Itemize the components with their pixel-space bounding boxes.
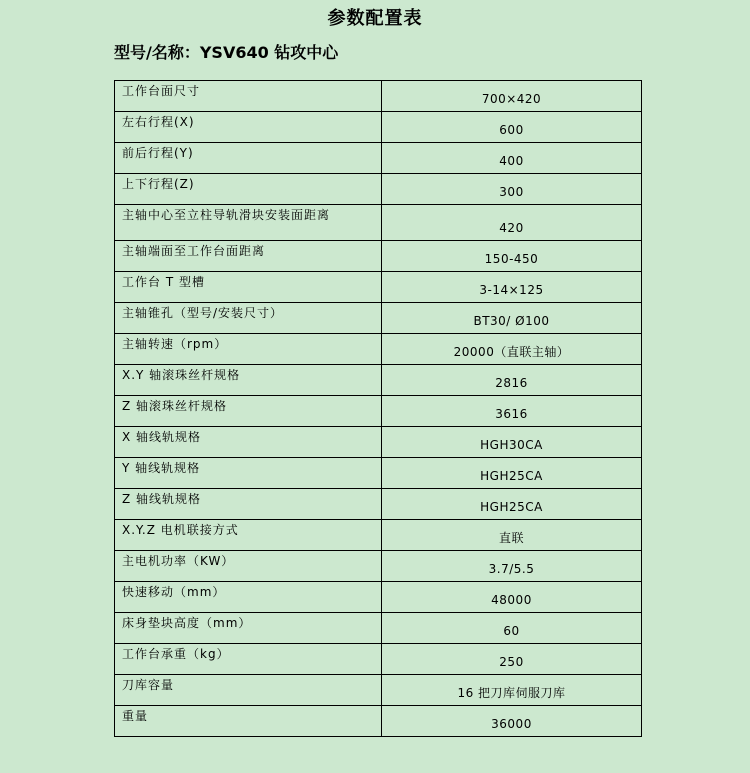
spec-label: X.Y.Z 电机联接方式 xyxy=(115,520,382,551)
spec-value: 250 xyxy=(382,644,642,675)
spec-label: 前后行程(Y) xyxy=(115,143,382,174)
spec-value: HGH30CA xyxy=(382,427,642,458)
table-row xyxy=(115,174,642,205)
table-row xyxy=(115,241,642,272)
spec-label: Z 轴滚珠丝杆规格 xyxy=(115,396,382,427)
spec-value: HGH25CA xyxy=(382,489,642,520)
spec-value: 150-450 xyxy=(382,241,642,272)
spec-value: 16 把刀库伺服刀库 xyxy=(382,675,642,706)
table-row xyxy=(115,334,642,365)
spec-value: 2816 xyxy=(382,365,642,396)
table-row xyxy=(115,303,642,334)
spec-label: 主电机功率（KW） xyxy=(115,551,382,582)
spec-label: 主轴端面至工作台面距离 xyxy=(115,241,382,272)
table-row xyxy=(115,489,642,520)
spec-label: X.Y 轴滚珠丝杆规格 xyxy=(115,365,382,396)
spec-label: 主轴转速（rpm） xyxy=(115,334,382,365)
spec-value: 420 xyxy=(382,205,642,241)
spec-label: 快速移动（mm） xyxy=(115,582,382,613)
spec-label: 工作台面尺寸 xyxy=(115,81,382,112)
spec-label: 左右行程(X) xyxy=(115,112,382,143)
spec-value: 48000 xyxy=(382,582,642,613)
spec-label: 工作台承重（kg） xyxy=(115,644,382,675)
table-row xyxy=(115,81,642,112)
table-row xyxy=(115,143,642,174)
document-title: 参数配置表 xyxy=(327,8,423,29)
table-row xyxy=(115,706,642,737)
spec-value: 600 xyxy=(382,112,642,143)
table-row xyxy=(115,112,642,143)
spec-label: 刀库容量 xyxy=(115,675,382,706)
spec-value: 3616 xyxy=(382,396,642,427)
spec-value: 3-14×125 xyxy=(382,272,642,303)
table-row xyxy=(115,396,642,427)
spec-value: 300 xyxy=(382,174,642,205)
table-row xyxy=(115,458,642,489)
spec-value: 直联 xyxy=(382,520,642,551)
spec-value: HGH25CA xyxy=(382,458,642,489)
table-row xyxy=(115,520,642,551)
spec-label: 主轴锥孔（型号/安装尺寸） xyxy=(115,303,382,334)
table-row xyxy=(115,613,642,644)
spec-value: 400 xyxy=(382,143,642,174)
model-name-line: 型号/名称：YSV640 钻攻中心 xyxy=(114,43,339,62)
table-row xyxy=(115,427,642,458)
spec-value: BT30/ Ø100 xyxy=(382,303,642,334)
table-row xyxy=(115,644,642,675)
spec-label: 工作台 T 型槽 xyxy=(115,272,382,303)
table-row xyxy=(115,551,642,582)
spec-value: 20000（直联主轴） xyxy=(382,334,642,365)
spec-label: 床身垫块高度（mm） xyxy=(115,613,382,644)
table-row xyxy=(115,272,642,303)
table-row xyxy=(115,365,642,396)
spec-value: 36000 xyxy=(382,706,642,737)
spec-label: X 轴线轨规格 xyxy=(115,427,382,458)
spec-label: 重量 xyxy=(115,706,382,737)
table-row xyxy=(115,205,642,241)
spec-label: Z 轴线轨规格 xyxy=(115,489,382,520)
spec-label: Y 轴线轨规格 xyxy=(115,458,382,489)
spec-value: 700×420 xyxy=(382,81,642,112)
table-row xyxy=(115,582,642,613)
spec-label: 主轴中心至立柱导轨滑块安装面距离 xyxy=(115,205,382,241)
spec-value: 3.7/5.5 xyxy=(382,551,642,582)
table-row xyxy=(115,675,642,706)
spec-value: 60 xyxy=(382,613,642,644)
spec-label: 上下行程(Z) xyxy=(115,174,382,205)
spec-table xyxy=(114,80,642,737)
